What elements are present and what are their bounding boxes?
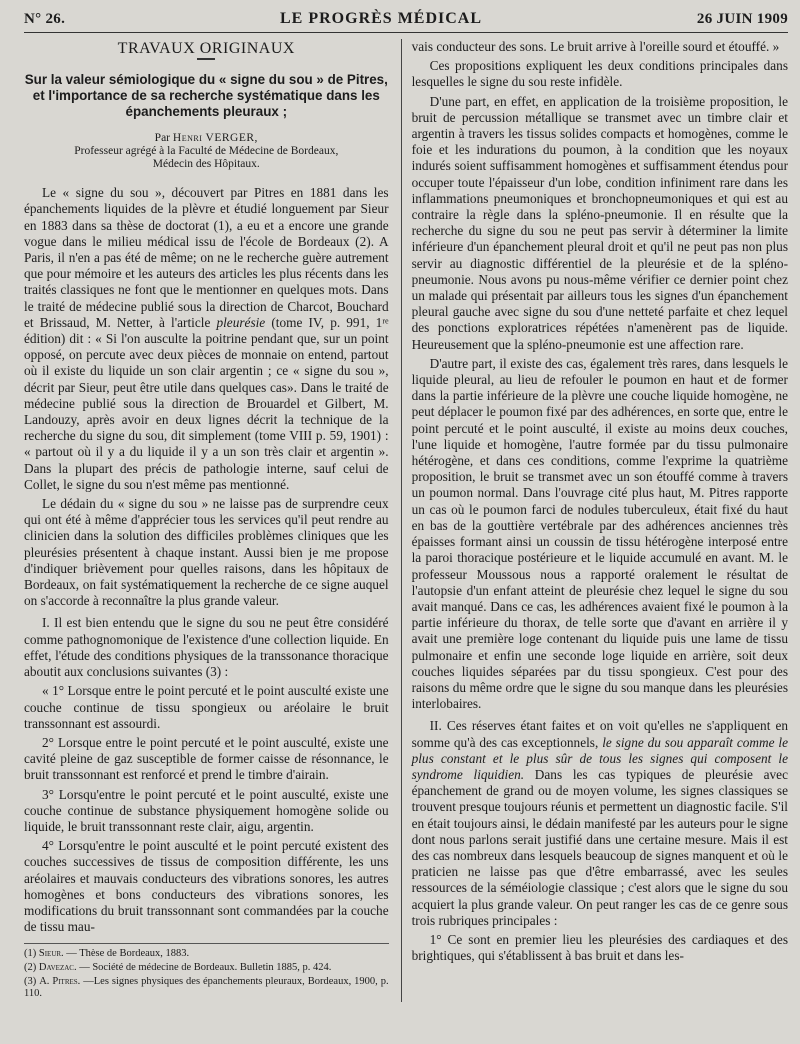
paragraph: I. Il est bien entendu que le signe du sou ne peut être considéré comme pathognomonique de l'existence d'une collection liquide. En effet, l'étude des conditions physiques de la transsonance thoracique aboutit aux conclusions suivantes (3) : <box>24 615 389 680</box>
footnotes <box>24 943 389 1000</box>
section-title: TRAVAUX ORIGINAUX <box>117 40 295 57</box>
author-name: Henri VERGER, <box>172 132 258 145</box>
article-title: Sur la valeur sémiologique du « signe du sou » de Pitres, et l'importance de sa recherche systématique dans les épanchements pleuraux ; <box>24 72 388 120</box>
journal-title: LE PROGRÈS MÉDICAL <box>280 10 483 27</box>
issue-date: 26 JUIN 1909 <box>696 11 788 27</box>
paragraph: 4° Lorsqu'entre le point ausculté et le point percuté existent des couches successives de tissus de composition différente, les uns aréolaires et mauvais conducteurs des vibrations sonores, les autres homogènes et bons conducteurs des vibrations sonores, les modifications du bruit transsonnant sont commandées par la couche de tissu mau- <box>24 838 389 935</box>
footnote: (1) Sieur. — Thèse de Bordeaux, 1883. <box>24 948 190 960</box>
paragraph: Le « signe du sou », découvert par Pitres en 1881 dans les épanchements liquides de la plèvre et étudié longuement par Sieur en 1883 dans sa thèse de doctorat (1), a eu et a encore une grande vogue dans le milieu médical issu de l'école de Bordeaux (2). A Paris, il n'en a pas été de même; on ne le recherche guère autrement que pour mémoire et les auteurs des articles les plus récents dans les traités classiques ne font que le mentionner en quelques mots. Dans le traité de médecine publié sous la direction de Charcot, Bouchard et Brissaud, M. Netter, à l'article pleurésie (tome IV, p. 991, 1ʳᵉ édition) dit : « Si l'on ausculte la poitrine pendant que, sur un point opposé, on percute avec deux pièces de monnaie on entend, partout où il existe du liquide un son clair argentin ; ce « signe du sou », décrit par Sieur, peut être utile dans quelques cas». Dans le traité de médecine publié sous la direction de Brouardel et Gilbert, M. Landouzy, après avoir en deux lignes décrit la technique de la recherche du signe du sou, dit simplement (tome VIII p. 59, 1901) : « partout où il y a du liquide il y a un son très clair et argentin ». Dans la plupart des précis de pathologie interne, sauf celui de Collet, le signe du sou n'est même pas mentionné. <box>24 185 389 492</box>
left-column <box>24 39 389 1002</box>
paragraph: 1° Ce sont en premier lieu les pleurésies des cardiaques et des brightiques, qui s'établissent à bas bruit et dans les- <box>411 931 788 964</box>
paragraph: 3° Lorsqu'entre le point percuté et le point ausculté, existe une couche continue de substance physiquement homogène solide ou liquide, le bruit transsonnant reste clair, aigu, argentin. <box>24 786 389 834</box>
paragraph: « 1° Lorsque entre le point percuté et le point ausculté existe une couche continue de tissu spongieux ou aréolaire le bruit transsonnant est assourdi. <box>24 683 389 731</box>
author-block <box>24 132 389 171</box>
footnote: (3) A. Pitres. —Les signes physiques des épanchements pleuraux, Bordeaux, 1900, p. 110. <box>24 976 389 1000</box>
author-affiliation: Médecin des Hôpitaux. <box>152 158 260 171</box>
two-column-body <box>24 39 788 1002</box>
running-header <box>24 10 788 33</box>
paragraph: 2° Lorsque entre le point percuté et le point ausculté, existe une cavité pleine de gaz susceptible de former caisse de résonnance, le bruit transsonnant est renforcé et prend le timbre d'airain. <box>24 734 389 783</box>
paragraph: Le dédain du « signe du sou » ne laisse pas de surprendre ceux qui ont été à même d'apprécier tous les services qu'il peut rendre au clinicien dans la solution des difficiles problèmes cliniques que les pleurésies présentent à chaque instant. Aussi bien je me propose d'indiquer brièvement pour quelles raisons, dans les hôpitaux de Bordeaux, on fait systématiquement la recherche de ce signe auquel on s'accorde à reconnaître la plus grande valeur. <box>24 496 389 609</box>
section-rule <box>197 58 215 60</box>
paragraph: D'autre part, il existe des cas, également très rares, dans lesquels le liquide pleural, au lieu de refouler le poumon en haut et de former dans la partie inférieure de la plèvre une couche liquide homogène, ne peut déplacer le poumon fixé par des adhérences, en sorte que, entre le point percuté et le point ausculté, il existe au moins deux couches, l'une liquide et homogène, l'autre formée par du tissu pulmonaire hétérogène, et dans ces conditions, comme l'exprime la quatrième proposition, le bruit se transmet avec un son étouffé comme à travers un poumon normal. Dans l'ouvrage cité plus haut, M. Pitres rapporte un cas où le poumon farci de nodules tuberculeux, était fixé du haut en bas de la gouttière vertébrale par des adhérences anciennes très épaisses formant ainsi un coussin de tissu hétérogène interposé entre la paroi thoracique postérieure et le liquide accumulé en avant. M. le professeur Moussous nous a rapporté oralement le résultat de l'autopsie d'un enfant atteint de pleurésie chez lequel le signe du sou avait manqué. Dans ce cas, les adhérences avaient fixé le poumon à la partie inférieure du thorax, de telle sorte que d'avant en arrière il y avait une première loge contenant du liquide puis une lame de tissu pulmonaire et enfin une seconde loge liquide en arrière, soit deux couches liquides séparées par du tissu spongieux. C'est pour des raisons du même ordre que le signe du sou manque dans les pleurésies interlobaires. <box>411 355 788 712</box>
author-prefix: Par <box>154 132 171 145</box>
paragraph: D'une part, en effet, en application de la troisième proposition, le bruit de percussion métallique se transmet avec un timbre clair et argentin à travers les tissus solides compacts et homogènes, comme le foie et les indurations du poumon, à la condition que les noyaux indurés soient suffisamment homogènes et suffisamment étendus pour occuper toute l'épaisseur d'un lobe, condition infiniment rare dans les inflammations pneumoniques et bronchopneumoniques et qui est au contraire la règle dans la spléno-pneumonie. Il en résulte que la recherche du signe du sou ne peut pas servir à déterminer la limite inférieure d'un épanchement pleural droit et qu'il ne peut pas non plus servir au diagnostic différentiel de la pleurésie et de la spléno-pneumonie. Nous avons pu nous-même vérifier ce dernier point chez un malade qui présentait par ailleurs tous les signes d'un épanchement pleural gauche avec signe du sou d'une netteté parfaite et chez lequel des ponctions exploratrices répétées n'amenèrent pas de liquide. Heureusement que la spléno-pneumonie est une affection rare. <box>411 93 788 352</box>
issue-number: N° 26. <box>24 11 66 27</box>
paragraph: vais conducteur des sons. Le bruit arrive à l'oreille sourd et étouffé. » <box>411 39 780 54</box>
right-column <box>401 39 788 1002</box>
footnote: (2) Davezac. — Société de médecine de Bordeaux. Bulletin 1885, p. 424. <box>24 962 332 974</box>
paragraph: II. Ces réserves étant faites et on voit qu'elles ne s'appliquent en somme qu'à des cas exceptionnels, le signe du sou apparaît comme le plus constant et le plus sûr de tous les signes qui composent le syndrome liquidien. Dans les cas typiques de pleurésie avec épanchement de grand ou de moyen volume, les signes classiques se trouvent presque toujours réunis et permettent un diagnostic facile. S'il en était toujours ainsi, le dédain manifesté par les auteurs pour le signe dont nous parlons serait justifié dans une certaine mesure. Mais il est des cas nombreux dans lesquels beaucoup de signes manquent et où le praticien ne laisse pas que d'être embarrassé, avec les seules ressources de la séméiologie classique ; c'est alors que le signe du sou acquiert la plus grande valeur. On peut ranger les cas de ce genre sous trois rubriques principales : <box>411 718 789 928</box>
author-affiliation: Professeur agrégé à la Faculté de Médecine de Bordeaux, <box>74 145 339 158</box>
paragraph: Ces propositions expliquent les deux conditions principales dans lesquelles le signe du sou reste infidèle. <box>411 58 788 90</box>
